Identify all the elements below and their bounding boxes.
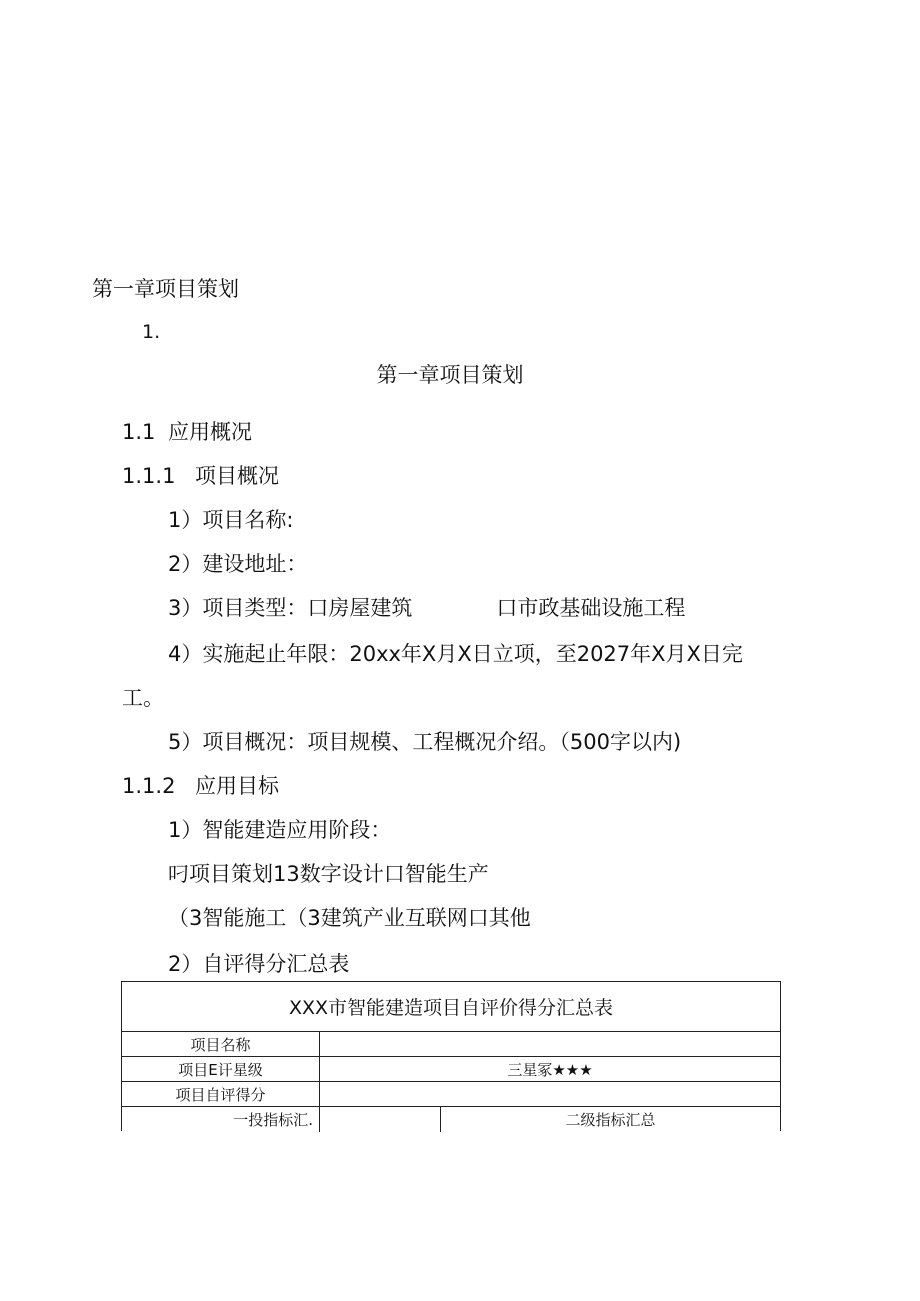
project-name-item: 1）项目名称: bbox=[168, 508, 294, 532]
implementation-period-item: 4）实施起止年限：20xx年X月X日立项，至2027年X月X日完 bbox=[168, 642, 743, 666]
second-level-summary-header: 二级指标汇总 bbox=[565, 1111, 656, 1129]
construction-address-item: 2）建设地址： bbox=[168, 552, 308, 576]
row-value bbox=[320, 1032, 780, 1056]
section-title: 项目概况 bbox=[195, 464, 279, 488]
project-type-municipal: 口市政基础设施工程 bbox=[496, 596, 686, 620]
table-row bbox=[122, 1082, 780, 1107]
project-type-building: 3）项目类型：口房屋建筑 bbox=[168, 596, 413, 620]
score-summary-item: 2）自评得分汇总表 bbox=[168, 952, 350, 976]
section-title: 应用概况 bbox=[168, 420, 252, 444]
row-label: 项目E讦星级 bbox=[122, 1057, 320, 1081]
section-title: 应用目标 bbox=[195, 774, 279, 798]
section-1-1-1-heading bbox=[122, 462, 279, 490]
stage-options-line-2: （3智能施工（3建筑产业互联网口其他 bbox=[168, 906, 531, 930]
section-1-1-2-heading bbox=[122, 772, 279, 800]
chapter-heading: 第一章项目策划 bbox=[92, 277, 239, 301]
row-label: 项目自评得分 bbox=[122, 1082, 320, 1106]
section-number: 1.1.2 bbox=[122, 774, 176, 798]
score-summary-table bbox=[121, 981, 781, 1131]
section-number: 1.1.1 bbox=[122, 464, 176, 488]
first-level-summary-header: 一投指标汇. bbox=[122, 1107, 320, 1132]
chapter-title-centered: 第一章项目策划 bbox=[376, 363, 524, 387]
project-type-item bbox=[168, 594, 685, 622]
table-row bbox=[122, 1057, 780, 1082]
project-overview-item: 5）项目概况：项目规模、工程概况介绍。（500字以内) bbox=[168, 730, 682, 754]
section-number: 1.1 bbox=[122, 420, 156, 444]
table-title: XXX市智能建造项目自评价得分汇总表 bbox=[122, 982, 780, 1032]
application-stage-item: 1）智能建造应用阶段： bbox=[168, 818, 392, 842]
chapter-number: 1. bbox=[142, 321, 161, 343]
row-label: 项目名称 bbox=[122, 1032, 320, 1056]
table-header-row bbox=[122, 1107, 780, 1132]
section-1-1-heading bbox=[122, 418, 252, 446]
row-value bbox=[320, 1082, 780, 1106]
table-row bbox=[122, 1032, 780, 1057]
implementation-period-continued: 工。 bbox=[122, 686, 164, 710]
empty-cell bbox=[320, 1107, 441, 1132]
stage-options-line-1: 叼项目策划13数字设计口智能生产 bbox=[168, 862, 489, 886]
row-value: 三星冢★★★ bbox=[507, 1060, 593, 1079]
